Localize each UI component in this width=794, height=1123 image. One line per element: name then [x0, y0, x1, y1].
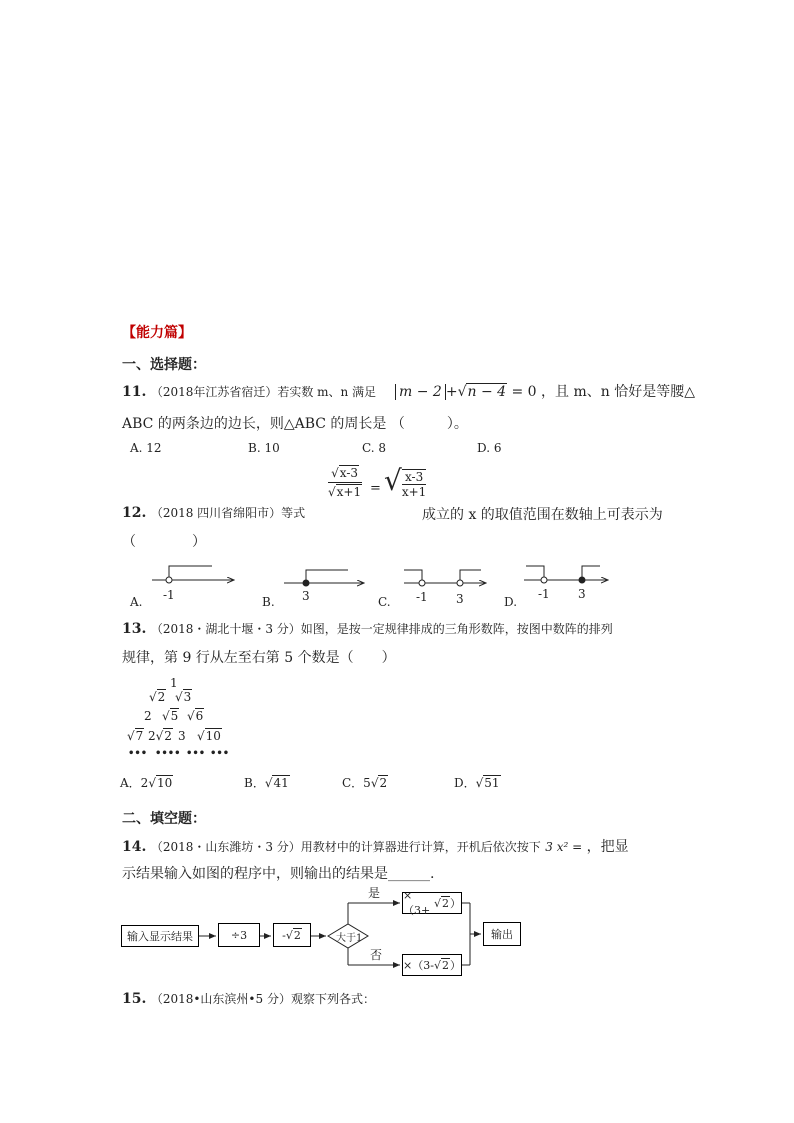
tri-r4-d: √10 [197, 729, 221, 743]
q12-right-num: x-3 [404, 470, 424, 484]
q11-formula: m − 2 +√n − 4 = 0 [395, 383, 541, 400]
q12-option-a-label[interactable]: A. [130, 595, 143, 609]
q11-tail: ，且 m、n 恰好是等腰△ [541, 384, 696, 400]
q11-option-c[interactable]: C. 8 [362, 441, 387, 455]
q11-plus: + [445, 384, 458, 400]
flow-condition: 大于1 [336, 933, 363, 944]
tri-r3-a: 2 [144, 709, 152, 723]
q15-text: （2018•山东滨州•5 分）观察下列各式： [150, 992, 375, 1006]
q12-a-tick: -1 [163, 588, 175, 602]
q12-c-tick2: 3 [456, 592, 464, 606]
tri-r1: 1 [170, 676, 178, 690]
q11-option-d[interactable]: D. 6 [477, 441, 502, 455]
q11-source: （2018年江苏省宿迁）若实数 m、n 满足 [150, 385, 377, 399]
q12-b-tick: 3 [302, 589, 310, 603]
tri-r3-c: √6 [187, 709, 204, 723]
q12-left-num: x-3 [339, 466, 359, 480]
q11-option-b[interactable]: B. 10 [248, 441, 280, 455]
tri-r4-c: 3 [178, 729, 186, 743]
q12-eq: = [370, 481, 381, 496]
q12-paren: （ ） [122, 534, 206, 550]
q14-line2: 示结果输入如图的程序中，则输出的结果是______. [122, 866, 435, 882]
q12-right-fraction: √ $\frac{x-3}{x+1}$ [384, 464, 427, 499]
q13-option-d[interactable]: D．√51 [454, 776, 500, 790]
tri-r4-a: √7 [127, 729, 144, 743]
flow-output-box: 输出 [483, 922, 521, 946]
q13-option-c[interactable]: C．5√2 [342, 776, 388, 790]
q13-text: （2018・湖北十堰・3 分）如图，是按一定规律排成的三角形数阵，按图中数阵的排列 [150, 622, 613, 636]
q12-c-tick1: -1 [416, 590, 428, 604]
part1-title: 一、选择题： [122, 357, 206, 373]
q13-option-a[interactable]: A．2√10 [120, 776, 173, 790]
flow-yes-op-box: ×（3+ √ 2 ） [403, 888, 461, 917]
q12-option-c-label[interactable]: C. [378, 595, 391, 609]
q11-abs-term: m − 2 [395, 384, 446, 400]
flow-yes-label: 是 [368, 886, 381, 900]
tri-dots-3: ••• [186, 748, 206, 759]
q11-option-a[interactable]: A. 12 [130, 441, 162, 455]
q12-left-den: x+1 [336, 485, 362, 499]
q14-text: （2018・山东潍坊・3 分）用教材中的计算器进行计算，开机后依次按下 [150, 840, 541, 854]
q12-d-tick2: 3 [578, 587, 586, 601]
q11-number: 11. [122, 384, 147, 400]
q12-d-tick1: -1 [538, 587, 550, 601]
q12-left-fraction: √x-3 √x+1 [328, 466, 362, 499]
tri-dots-2: •••• [155, 748, 181, 759]
flow-minus-box: - √ 2 [273, 923, 311, 947]
flow-input-box: 输入显示结果 [121, 925, 199, 947]
tri-dots-1: ••• [128, 748, 148, 759]
q14-keys: 3 x² = [545, 840, 583, 854]
q11-line2: ABC 的两条边的边长，则△ABC 的周长是 （ ）。 [122, 416, 468, 432]
q15-number: 15. [122, 991, 147, 1007]
part2-title: 二、填空题： [122, 811, 206, 827]
tri-r3-b: √5 [162, 709, 179, 723]
q13-number: 13. [122, 621, 147, 637]
q12-tail: 成立的 x 的取值范围在数轴上可表示为 [422, 507, 663, 523]
q12-right-den: x+1 [401, 485, 427, 499]
flow-divide-box: ÷3 [218, 923, 260, 947]
tri-r2-a: √2 [149, 690, 166, 704]
section-title: 【能力篇】 [122, 325, 192, 341]
q13-option-b[interactable]: B．√41 [244, 776, 289, 790]
q11-sqrt-term: n − 4 [467, 384, 507, 400]
q14-tail: ，把显 [586, 839, 629, 855]
tri-dots-4: ••• [210, 748, 230, 759]
flow-no-label: 否 [370, 948, 383, 962]
q12-source: （2018 四川省绵阳市）等式 [150, 506, 306, 520]
q15-line1 [122, 990, 375, 1007]
q12-number: 12. [122, 505, 147, 521]
tri-r4-b: 2√2 [148, 729, 172, 743]
tri-r2-b: √3 [175, 690, 192, 704]
q14-number: 14. [122, 839, 147, 855]
flow-no-op-box: ×（3- √ 2 ） [402, 954, 462, 976]
q12-option-d-label[interactable]: D. [504, 595, 518, 609]
q12-option-b-label[interactable]: B. [262, 595, 275, 609]
q13-line2: 规律，第 9 行从左至右第 5 个数是（ ） [122, 650, 396, 666]
q11-eq: = 0 [511, 384, 537, 400]
